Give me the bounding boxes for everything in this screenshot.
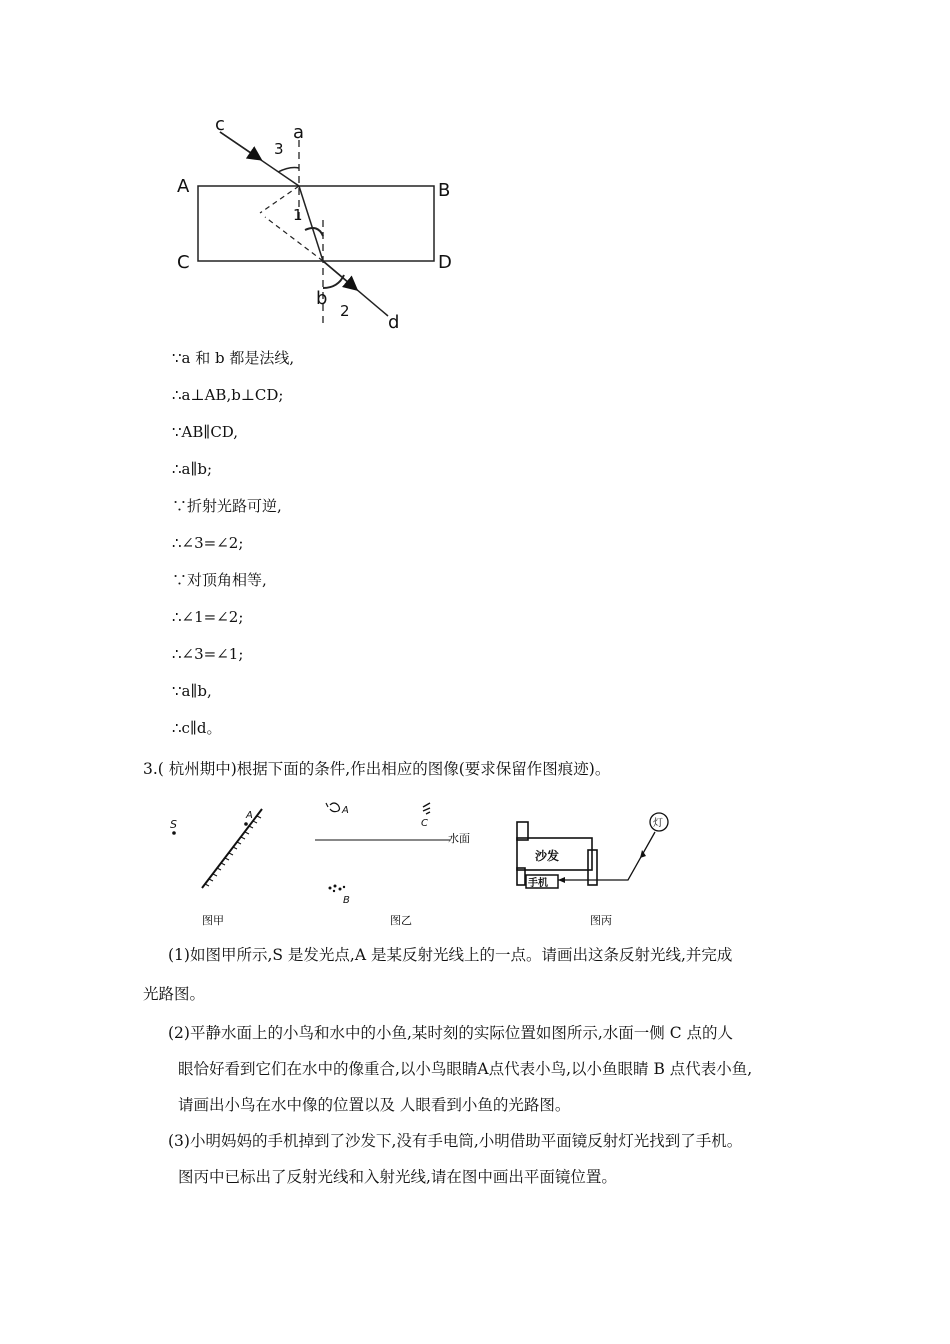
- part2-line2: 眼恰好看到它们在水中的像重合,以小鸟眼睛A点代表小鸟,以小鱼眼睛 B 点代表小鱼,: [178, 1060, 753, 1078]
- label-C: C: [177, 252, 190, 273]
- proof-line: ∴∠3=∠1;: [172, 645, 244, 663]
- label-sofa: 沙发: [535, 849, 560, 863]
- label-lamp: 灯: [653, 818, 663, 829]
- mirror: [202, 809, 262, 888]
- proof-line: ∵折射光路可逆,: [172, 497, 282, 515]
- angle-3-arc: [278, 168, 299, 173]
- point-S: [172, 831, 176, 835]
- mirror-hatching: [205, 816, 261, 886]
- figure-yi: [310, 795, 480, 930]
- part3-line2: 图丙中已标出了反射光线和入射光线,请在图中画出平面镜位置。: [178, 1168, 617, 1186]
- eye-icon: [423, 803, 430, 814]
- label-a: a: [293, 122, 305, 143]
- label-water-surface: 水面: [448, 832, 470, 845]
- part1-line2: 光路图。: [143, 985, 206, 1003]
- label-b: b: [316, 288, 328, 309]
- label-A-yi: A: [342, 805, 349, 816]
- part2-line1: (2)平静水面上的小鸟和水中的小鱼,某时刻的实际位置如图所示,水面一侧 C 点的人: [168, 1024, 734, 1042]
- label-B: B: [438, 180, 451, 201]
- label-d: d: [388, 312, 400, 333]
- proof-line: ∵a 和 b 都是法线,: [172, 349, 295, 367]
- point-A-jia: [244, 822, 248, 826]
- caption-bing: 图丙: [590, 914, 612, 927]
- glass-block: [198, 186, 434, 261]
- label-D: D: [438, 252, 452, 273]
- proof-line: ∵对顶角相等,: [172, 571, 267, 589]
- figure-bing: [510, 810, 685, 930]
- part3-line1: (3)小明妈妈的手机掉到了沙发下,没有手电筒,小明借助平面镜反射灯光找到了手机。: [168, 1132, 743, 1150]
- bird-icon: [326, 803, 340, 812]
- proof-line: ∴∠3=∠2;: [172, 534, 244, 552]
- proof-line: ∵a∥b,: [172, 682, 212, 700]
- label-C-yi: C: [421, 818, 428, 829]
- caption-jia: 图甲: [202, 914, 224, 927]
- figure-jia: [160, 808, 280, 930]
- caption-yi: 图乙: [390, 914, 412, 927]
- proof-line: ∴∠1=∠2;: [172, 608, 244, 626]
- label-A-jia: A: [246, 810, 253, 821]
- proof-line: ∴a⊥AB,b⊥CD;: [172, 386, 284, 404]
- part2-line3: 请画出小鸟在水中像的位置以及 人眼看到小鱼的光路图。: [178, 1096, 571, 1114]
- light-path: [558, 832, 655, 880]
- question-3-title: 3.( 杭州期中)根据下面的条件,作出相应的图像(要求保留作图痕迹)。: [143, 760, 611, 778]
- fish-icon: [329, 885, 346, 893]
- label-B-yi: B: [343, 895, 350, 906]
- refraction-diagram: [160, 110, 480, 340]
- label-S: S: [170, 818, 177, 831]
- proof-line: ∵AB∥CD,: [172, 423, 239, 441]
- refracted-ray: [299, 186, 323, 261]
- label-phone: 手机: [528, 878, 548, 889]
- label-angle-1: 1: [293, 206, 303, 224]
- proof-line: ∴c∥d。: [172, 719, 222, 737]
- label-angle-3: 3: [274, 140, 284, 158]
- proof-line: ∴a∥b;: [172, 460, 213, 478]
- label-angle-2: 2: [340, 302, 350, 320]
- label-A: A: [177, 176, 190, 197]
- part1-line1: (1)如图甲所示,S 是发光点,A 是某反射光线上的一点。请画出这条反射光线,并完成: [168, 946, 733, 964]
- label-c: c: [215, 114, 225, 135]
